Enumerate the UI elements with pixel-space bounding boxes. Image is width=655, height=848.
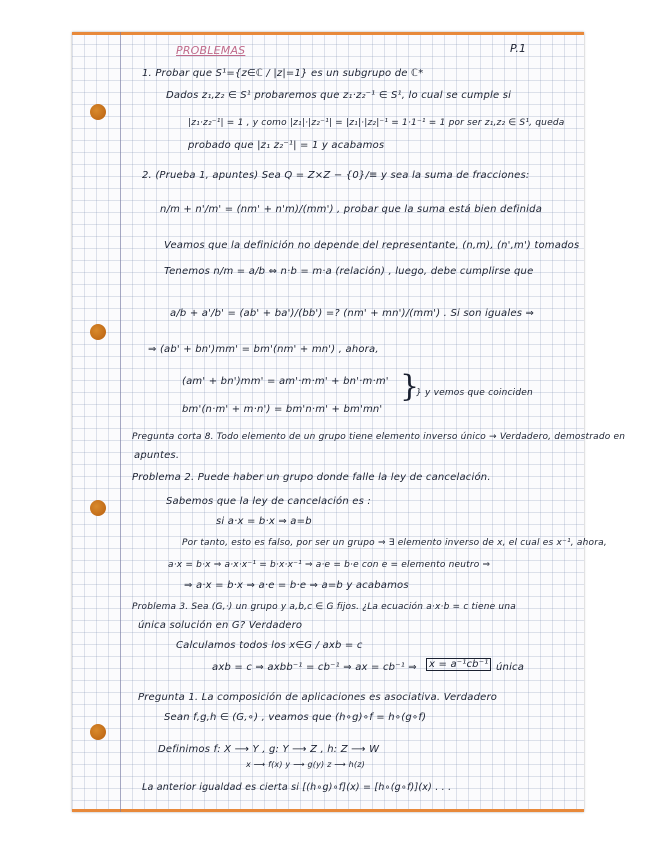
binder-hole-icon bbox=[90, 500, 106, 516]
line-28: Pregunta 1. La composición de aplicaciones es asociativa. Verdadero bbox=[138, 692, 498, 703]
line-13: } y vemos que coinciden bbox=[416, 388, 533, 398]
line-2: Dados z₁,z₂ ∈ S¹ probaremos que z₁·z₂⁻¹ ∈ S¹, lo cual se cumple si bbox=[166, 90, 512, 101]
binder-hole-icon bbox=[90, 324, 106, 340]
line-24: Calculamos todos los x∈G / axb = c bbox=[176, 640, 363, 651]
line-12: bm'(n·m' + m·n') = bm'n·m' + bm'mn' bbox=[182, 404, 383, 415]
line-14: Pregunta corta 8. Todo elemento de un grupo tiene elemento inverso único → Verdadero, demostrado en bbox=[132, 432, 626, 442]
page-bottom-edge bbox=[72, 809, 584, 812]
line-18: si a·x = b·x ⇒ a=b bbox=[216, 516, 312, 527]
line-23: única solución en G? Verdadero bbox=[138, 620, 303, 631]
line-15: apuntes. bbox=[134, 450, 180, 461]
line-17: Sabemos que la ley de cancelación es : bbox=[166, 496, 371, 507]
line-9: a/b + a'/b' = (ab' + ba')/(bb') =? (nm' + mn')/(mm') . Si son iguales ⇒ bbox=[170, 308, 535, 319]
line-7: Veamos que la definición no depende del representante, (n,m), (n',m') tomados bbox=[164, 240, 580, 251]
line-19: Por tanto, esto es falso, por ser un grupo ⇒ ∃ elemento inverso de x, el cual es x⁻¹, ahora, bbox=[182, 538, 607, 548]
line-6: n/m + n'/m' = (nm' + n'm)/(mm') , probar que la suma está bien definida bbox=[160, 204, 543, 215]
line-20: a·x = b·x ⇒ a·x·x⁻¹ = b·x·x⁻¹ ⇒ a·e = b·e con e = elemento neutro ⇒ bbox=[168, 560, 491, 570]
line-21: ⇒ a·x = b·x ⇒ a·e = b·e ⇒ a=b y acabamos bbox=[184, 580, 409, 591]
line-16: Problema 2. Puede haber un grupo donde falle la ley de cancelación. bbox=[132, 472, 491, 483]
line-25: axb = c ⇒ axbb⁻¹ = cb⁻¹ ⇒ ax = cb⁻¹ ⇒ bbox=[212, 662, 417, 673]
brace-symbol: } bbox=[400, 369, 420, 404]
line-4: probado que |z₁ z₂⁻¹| = 1 y acabamos bbox=[188, 140, 385, 151]
line-1: 1. Probar que S¹={z∈ℂ / |z|=1} es un subgrupo de ℂ* bbox=[142, 68, 424, 79]
line-29: Sean f,g,h ∈ (G,∘) , veamos que (h∘g)∘f = h∘(g∘f) bbox=[164, 712, 427, 723]
binder-hole-icon bbox=[90, 724, 106, 740]
line-27: única bbox=[496, 662, 525, 673]
page-top-edge bbox=[72, 32, 584, 35]
margin-line bbox=[120, 32, 121, 812]
line-3: |z₁·z₂⁻¹| = 1 , y como |z₁|·|z₂⁻¹| = |z₁|·|z₂|⁻¹ = 1·1⁻¹ = 1 por ser z₁,z₂ ∈ S¹, queda bbox=[188, 118, 565, 128]
line-31: x ⟶ f(x) y ⟶ g(y) z ⟶ h(z) bbox=[246, 760, 365, 769]
notebook-page bbox=[72, 32, 626, 812]
line-30: Definimos f: X ⟶ Y , g: Y ⟶ Z , h: Z ⟶ W bbox=[158, 744, 380, 755]
binder-hole-icon bbox=[90, 104, 106, 120]
page-number: P.1 bbox=[510, 42, 527, 55]
line-11: (am' + bn')mm' = am'·m·m' + bn'·m·m' bbox=[182, 376, 389, 387]
line-8: Tenemos n/m = a/b ⇔ n·b = m·a (relación) , luego, debe cumplirse que bbox=[164, 266, 534, 277]
boxed-solution: x = a⁻¹cb⁻¹ bbox=[426, 658, 491, 671]
line-32: La anterior igualdad es cierta si [(h∘g)∘f](x) = [h∘(g∘f)](x) . . . bbox=[142, 782, 452, 793]
line-5: 2. (Prueba 1, apuntes) Sea Q = Z×Z − {0}/≡ y sea la suma de fracciones: bbox=[142, 170, 530, 181]
line-22: Problema 3. Sea (G,·) un grupo y a,b,c ∈ G fijos. ¿La ecuación a·x·b = c tiene una bbox=[132, 602, 516, 612]
page-title: PROBLEMAS bbox=[176, 44, 246, 57]
line-10: ⇒ (ab' + bn')mm' = bm'(nm' + mn') , ahora, bbox=[148, 344, 379, 355]
